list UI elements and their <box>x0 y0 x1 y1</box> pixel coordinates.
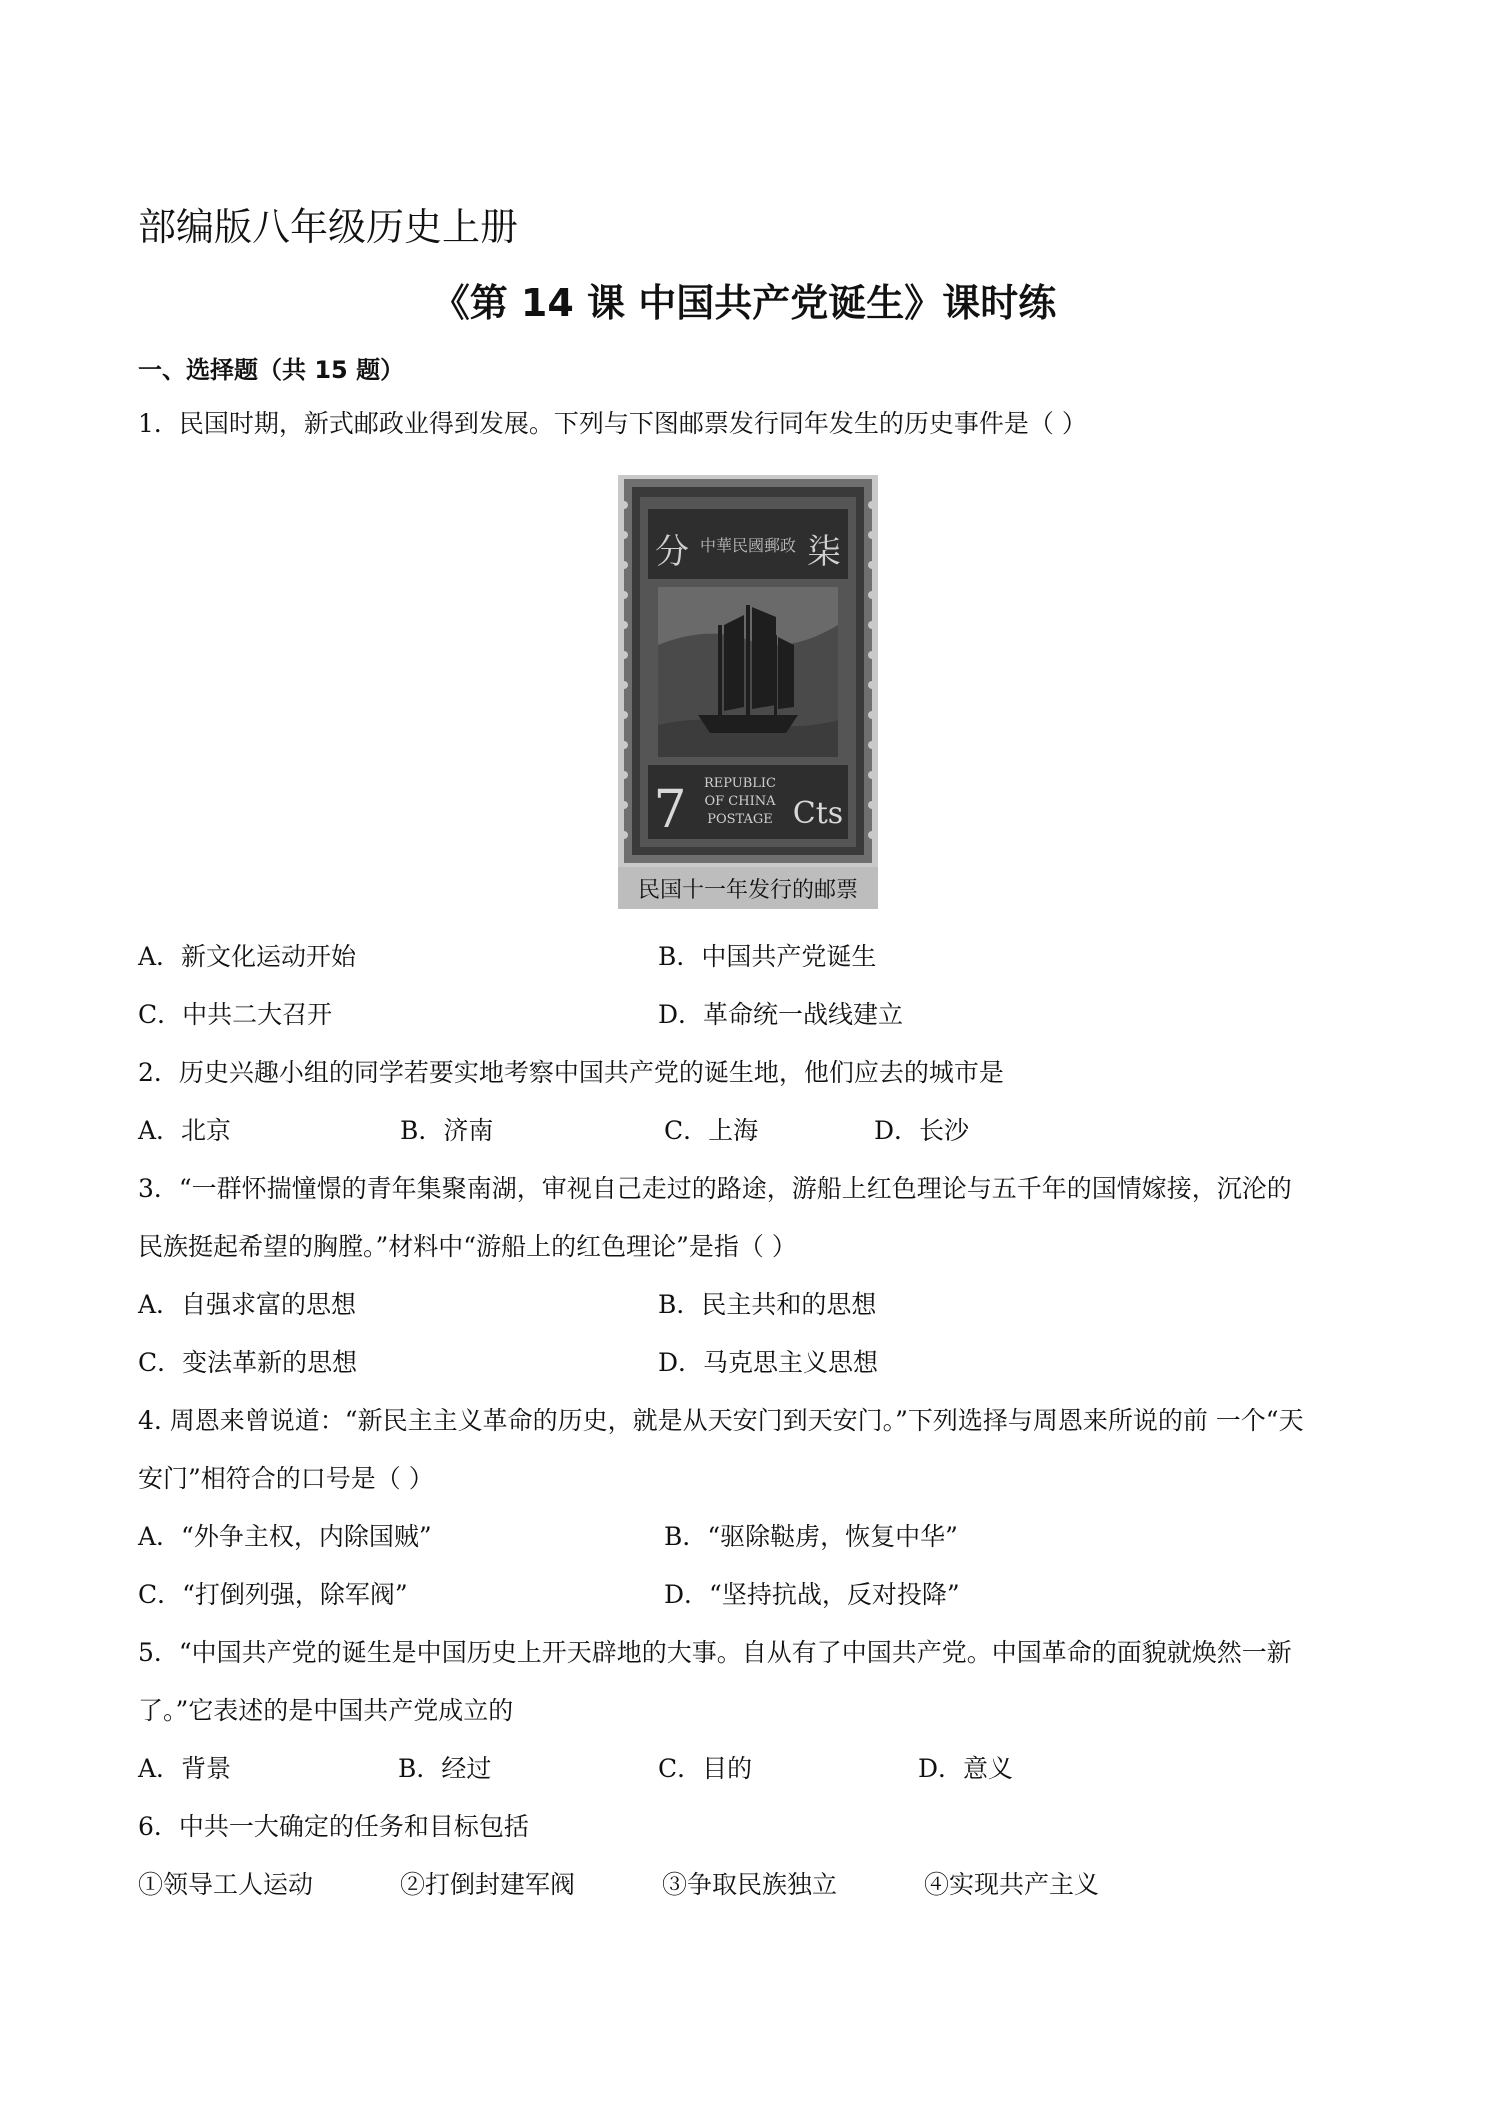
q3-option-a: A．自强求富的思想 <box>138 1290 357 1319</box>
q1-option-a: A．新文化运动开始 <box>138 942 357 971</box>
stamp-english-3: POSTAGE <box>707 812 773 827</box>
stamp-value: 7 <box>653 780 687 840</box>
stamp-char-right: 柒 <box>807 532 841 572</box>
page-title: 部编版八年级历史上册 <box>138 205 519 249</box>
q3-option-b: B．民主共和的思想 <box>658 1290 877 1319</box>
q5-option-a: A．背景 <box>138 1754 232 1783</box>
q2-option-c: C．上海 <box>664 1116 759 1145</box>
question-3-text-1: 3．“一群怀揣憧憬的青年集聚南湖，审视自己走过的路途，游船上红色理论与五千年的国情嫁接，沉沦的 <box>138 1174 1292 1203</box>
stamp-illustration <box>618 475 878 909</box>
stamp-top-text: 中華民國郵政 <box>699 536 797 555</box>
stamp-figure <box>618 475 878 909</box>
q1-option-d: D．革命统一战线建立 <box>658 1000 904 1029</box>
q1-option-b: B．中国共产党诞生 <box>658 942 877 971</box>
question-1-text: 1．民国时期，新式邮政业得到发展。下列与下图邮票发行同年发生的历史事件是（ ） <box>138 409 1087 438</box>
question-2-text: 2．历史兴趣小组的同学若要实地考察中国共产党的诞生地，他们应去的城市是 <box>138 1058 1004 1087</box>
q6-item-4: ④实现共产主义 <box>924 1870 1100 1899</box>
q1-option-c: C．中共二大召开 <box>138 1000 333 1029</box>
q6-item-3: ③争取民族独立 <box>662 1870 838 1899</box>
q2-option-a: A．北京 <box>138 1116 232 1145</box>
q2-option-b: B．济南 <box>400 1116 494 1145</box>
q5-option-b: B．经过 <box>398 1754 492 1783</box>
question-5-text-1: 5．“中国共产党的诞生是中国历史上开天辟地的大事。自从有了中国共产党。中国革命的面貌就焕然一新 <box>138 1638 1292 1667</box>
q6-item-1: ①领导工人运动 <box>138 1870 314 1899</box>
stamp-english-1: REPUBLIC <box>703 776 777 791</box>
question-4-text-1: 4. 周恩来曾说道：“新民主主义革命的历史，就是从天安门到天安门。”下列选择与周恩来所说的前 一个“天 <box>138 1406 1304 1435</box>
stamp-english-2: OF CHINA <box>704 794 776 809</box>
stamp-caption: 民国十一年发行的邮票 <box>637 878 859 903</box>
question-4-text-2: 安门”相符合的口号是（ ） <box>138 1464 434 1493</box>
q3-option-c: C．变法革新的思想 <box>138 1348 358 1377</box>
q5-option-d: D．意义 <box>918 1754 1014 1783</box>
stamp-cents: Cts <box>792 796 844 831</box>
q4-option-c: C．“打倒列强，除军阀” <box>138 1580 408 1609</box>
q5-option-c: C．目的 <box>658 1754 753 1783</box>
q4-option-b: B．“驱除鞑虏，恢复中华” <box>664 1522 958 1551</box>
q3-option-d: D．马克思主义思想 <box>658 1348 879 1377</box>
q6-item-2: ②打倒封建军阀 <box>400 1870 576 1899</box>
section-heading: 一、选择题（共 15 题） <box>138 356 405 384</box>
question-6-text: 6．中共一大确定的任务和目标包括 <box>138 1812 529 1841</box>
q2-option-d: D．长沙 <box>874 1116 970 1145</box>
question-5-text-2: 了。”它表述的是中国共产党成立的 <box>138 1696 514 1725</box>
question-3-text-2: 民族挺起希望的胸膛。”材料中“游船上的红色理论”是指（ ） <box>138 1232 797 1261</box>
q4-option-d: D．“坚持抗战，反对投降” <box>664 1580 960 1609</box>
q4-option-a: A．“外争主权，内除国贼” <box>138 1522 432 1551</box>
lesson-subtitle: 《第 14 课 中国共产党诞生》课时练 <box>431 281 1057 325</box>
stamp-char-left: 分 <box>655 532 689 572</box>
